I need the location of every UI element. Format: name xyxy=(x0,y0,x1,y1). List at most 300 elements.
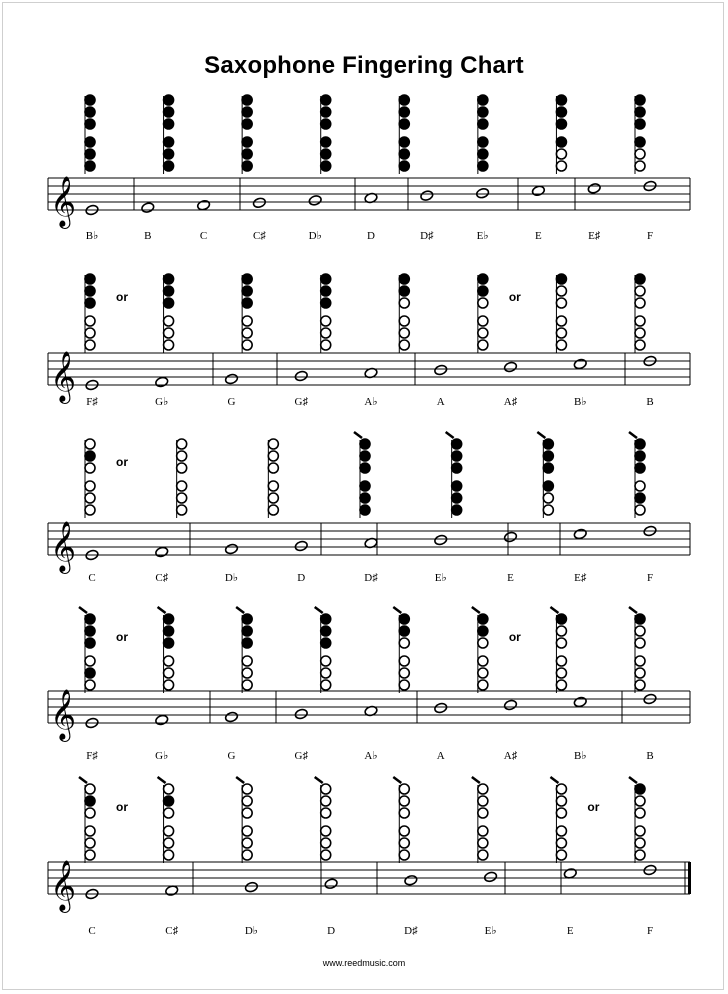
key-open-icon xyxy=(177,463,187,473)
fingering-diagram xyxy=(177,439,187,518)
key-open-icon xyxy=(556,340,566,350)
key-closed-icon xyxy=(242,298,252,308)
key-closed-icon xyxy=(478,614,488,624)
key-open-icon xyxy=(164,316,174,326)
fingering-diagram xyxy=(315,607,331,693)
alternate-fingering-label: or xyxy=(587,800,600,814)
key-closed-icon xyxy=(85,149,95,159)
note-head xyxy=(244,881,258,893)
note-label: G♭ xyxy=(155,396,169,408)
note-head xyxy=(573,696,587,708)
note-label: A xyxy=(436,396,445,408)
note-label: C xyxy=(199,230,208,242)
note-label: C♯ xyxy=(252,230,266,242)
note-head xyxy=(155,376,169,388)
fingering-diagram xyxy=(393,777,409,863)
key-open-icon xyxy=(85,826,95,836)
key-open-icon xyxy=(635,481,645,491)
note-head xyxy=(573,528,587,540)
key-closed-icon xyxy=(164,298,174,308)
fingering-diagram xyxy=(164,95,174,174)
key-open-icon xyxy=(399,838,409,848)
note-head xyxy=(197,199,211,211)
fingering-diagram xyxy=(393,607,409,693)
fingering-diagram xyxy=(472,607,488,693)
key-open-icon xyxy=(556,784,566,794)
key-closed-icon xyxy=(164,107,174,117)
key-open-icon xyxy=(399,826,409,836)
fingering-diagram xyxy=(242,95,252,174)
key-open-icon xyxy=(556,298,566,308)
fingering-diagram xyxy=(79,607,95,693)
key-closed-icon xyxy=(85,626,95,636)
fingering-diagram xyxy=(85,95,95,174)
key-open-icon xyxy=(177,451,187,461)
note-head xyxy=(503,699,517,711)
note-head xyxy=(224,543,238,555)
note-label: A♯ xyxy=(503,750,518,762)
alternate-fingering-label: or xyxy=(508,630,521,644)
key-closed-icon xyxy=(399,161,409,171)
key-closed-icon xyxy=(452,439,462,449)
key-open-icon xyxy=(635,668,645,678)
key-open-icon xyxy=(399,656,409,666)
key-closed-icon xyxy=(85,451,95,461)
note-label: D xyxy=(327,925,336,937)
key-open-icon xyxy=(556,838,566,848)
note-label: D♯ xyxy=(404,925,418,937)
key-open-icon xyxy=(478,796,488,806)
key-open-icon xyxy=(177,439,187,449)
note-label: G♯ xyxy=(294,396,308,408)
key-closed-icon xyxy=(556,95,566,105)
key-closed-icon xyxy=(399,274,409,284)
key-closed-icon xyxy=(85,274,95,284)
key-open-icon xyxy=(635,316,645,326)
key-open-icon xyxy=(635,149,645,159)
note-label: D xyxy=(297,572,306,584)
note-label: E xyxy=(566,925,574,937)
key-closed-icon xyxy=(556,274,566,284)
note-head xyxy=(476,187,490,199)
key-open-icon xyxy=(478,784,488,794)
note-label: D♯ xyxy=(420,230,434,242)
key-closed-icon xyxy=(543,439,553,449)
note-label: F xyxy=(646,572,654,584)
note-label: A♯ xyxy=(503,396,518,408)
key-open-icon xyxy=(164,328,174,338)
key-open-icon xyxy=(556,808,566,818)
key-closed-icon xyxy=(635,493,645,503)
key-closed-icon xyxy=(635,463,645,473)
note-label: E xyxy=(535,230,542,242)
key-open-icon xyxy=(635,656,645,666)
key-closed-icon xyxy=(635,784,645,794)
fingering-diagram xyxy=(242,274,252,353)
key-closed-icon xyxy=(164,638,174,648)
key-closed-icon xyxy=(321,274,331,284)
fingering-diagram xyxy=(478,274,488,353)
key-closed-icon xyxy=(399,626,409,636)
octave-key-icon xyxy=(158,607,166,613)
key-closed-icon xyxy=(321,149,331,159)
key-closed-icon xyxy=(478,95,488,105)
note-label: A♭ xyxy=(364,396,378,408)
treble-clef-icon: 𝄞 xyxy=(50,521,77,572)
key-open-icon xyxy=(242,796,252,806)
key-closed-icon xyxy=(452,493,462,503)
key-closed-icon xyxy=(543,451,553,461)
key-open-icon xyxy=(268,463,278,473)
fingering-diagram xyxy=(236,777,252,863)
key-open-icon xyxy=(321,796,331,806)
key-closed-icon xyxy=(556,137,566,147)
octave-key-icon xyxy=(472,777,480,783)
key-open-icon xyxy=(635,505,645,515)
note-label: B xyxy=(646,750,654,762)
key-open-icon xyxy=(242,668,252,678)
fingering-diagram xyxy=(635,274,645,353)
key-closed-icon xyxy=(85,286,95,296)
key-open-icon xyxy=(242,784,252,794)
key-open-icon xyxy=(399,808,409,818)
key-closed-icon xyxy=(543,481,553,491)
key-closed-icon xyxy=(478,286,488,296)
key-closed-icon xyxy=(452,505,462,515)
octave-key-icon xyxy=(550,607,558,613)
key-closed-icon xyxy=(321,161,331,171)
key-open-icon xyxy=(268,451,278,461)
note-label: B♭ xyxy=(573,396,587,408)
key-open-icon xyxy=(556,668,566,678)
key-closed-icon xyxy=(452,463,462,473)
key-open-icon xyxy=(164,668,174,678)
key-open-icon xyxy=(399,680,409,690)
key-open-icon xyxy=(399,316,409,326)
key-open-icon xyxy=(478,680,488,690)
octave-key-icon xyxy=(315,777,323,783)
key-closed-icon xyxy=(399,119,409,129)
key-open-icon xyxy=(478,850,488,860)
fingering-diagram xyxy=(321,95,331,174)
octave-key-icon xyxy=(79,777,87,783)
fingering-diagram xyxy=(399,274,409,353)
key-closed-icon xyxy=(321,95,331,105)
note-label: E xyxy=(507,572,514,584)
fingering-diagram xyxy=(629,607,645,693)
key-closed-icon xyxy=(635,137,645,147)
key-closed-icon xyxy=(164,796,174,806)
key-closed-icon xyxy=(85,95,95,105)
key-open-icon xyxy=(478,328,488,338)
key-open-icon xyxy=(635,638,645,648)
key-open-icon xyxy=(556,826,566,836)
key-closed-icon xyxy=(164,626,174,636)
key-open-icon xyxy=(321,328,331,338)
key-open-icon xyxy=(268,493,278,503)
key-open-icon xyxy=(399,638,409,648)
octave-key-icon xyxy=(550,777,558,783)
note-label: C xyxy=(88,925,96,937)
key-open-icon xyxy=(635,340,645,350)
note-head xyxy=(141,202,155,214)
key-closed-icon xyxy=(635,451,645,461)
alternate-fingering-label: or xyxy=(116,455,128,469)
octave-key-icon xyxy=(354,432,362,438)
key-closed-icon xyxy=(556,119,566,129)
treble-clef-icon: 𝄞 xyxy=(50,860,77,911)
key-closed-icon xyxy=(164,286,174,296)
octave-key-icon xyxy=(629,607,637,613)
note-head xyxy=(308,195,322,207)
key-open-icon xyxy=(85,850,95,860)
key-closed-icon xyxy=(635,274,645,284)
key-open-icon xyxy=(635,626,645,636)
key-open-icon xyxy=(242,826,252,836)
fingering-diagram xyxy=(635,95,645,174)
key-closed-icon xyxy=(164,274,174,284)
key-closed-icon xyxy=(478,119,488,129)
key-open-icon xyxy=(399,668,409,678)
key-open-icon xyxy=(478,668,488,678)
key-open-icon xyxy=(399,850,409,860)
note-head xyxy=(224,711,238,723)
note-label: D xyxy=(367,230,375,242)
key-open-icon xyxy=(164,680,174,690)
key-open-icon xyxy=(635,298,645,308)
octave-key-icon xyxy=(393,777,401,783)
key-closed-icon xyxy=(164,614,174,624)
key-open-icon xyxy=(164,784,174,794)
key-open-icon xyxy=(321,850,331,860)
key-open-icon xyxy=(478,298,488,308)
key-closed-icon xyxy=(242,149,252,159)
key-open-icon xyxy=(242,680,252,690)
octave-key-icon xyxy=(236,777,244,783)
octave-key-icon xyxy=(79,607,87,613)
key-open-icon xyxy=(164,808,174,818)
note-head xyxy=(155,546,169,558)
octave-key-icon xyxy=(629,432,637,438)
note-head xyxy=(324,878,338,890)
note-label: D♭ xyxy=(224,572,239,584)
key-closed-icon xyxy=(321,107,331,117)
fingering-diagram xyxy=(478,95,488,174)
key-open-icon xyxy=(478,808,488,818)
key-open-icon xyxy=(242,316,252,326)
key-open-icon xyxy=(242,838,252,848)
note-label: E♯ xyxy=(574,572,587,584)
key-open-icon xyxy=(85,505,95,515)
key-closed-icon xyxy=(242,638,252,648)
key-closed-icon xyxy=(85,161,95,171)
key-open-icon xyxy=(242,328,252,338)
key-open-icon xyxy=(85,340,95,350)
key-closed-icon xyxy=(321,626,331,636)
key-closed-icon xyxy=(242,286,252,296)
key-open-icon xyxy=(268,505,278,515)
note-head xyxy=(434,702,448,714)
key-closed-icon xyxy=(85,298,95,308)
key-closed-icon xyxy=(635,439,645,449)
key-open-icon xyxy=(85,463,95,473)
note-head xyxy=(404,874,418,886)
key-open-icon xyxy=(85,493,95,503)
final-barline-thick xyxy=(688,862,691,894)
note-head xyxy=(531,185,545,197)
key-closed-icon xyxy=(399,286,409,296)
key-closed-icon xyxy=(242,137,252,147)
key-closed-icon xyxy=(321,638,331,648)
key-closed-icon xyxy=(164,137,174,147)
fingering-diagram xyxy=(321,274,331,353)
key-closed-icon xyxy=(85,796,95,806)
key-open-icon xyxy=(85,328,95,338)
note-label: F♯ xyxy=(86,750,98,762)
note-label: D♯ xyxy=(364,572,378,584)
key-closed-icon xyxy=(85,614,95,624)
note-head xyxy=(294,370,308,382)
key-closed-icon xyxy=(321,286,331,296)
key-open-icon xyxy=(85,838,95,848)
key-open-icon xyxy=(85,784,95,794)
note-head xyxy=(503,361,517,373)
key-open-icon xyxy=(478,340,488,350)
key-closed-icon xyxy=(360,505,370,515)
key-open-icon xyxy=(177,481,187,491)
key-open-icon xyxy=(164,340,174,350)
note-head xyxy=(573,358,587,370)
note-head xyxy=(294,708,308,720)
key-open-icon xyxy=(635,680,645,690)
key-open-icon xyxy=(242,340,252,350)
note-label: G xyxy=(227,396,236,408)
key-closed-icon xyxy=(85,137,95,147)
key-open-icon xyxy=(85,680,95,690)
key-closed-icon xyxy=(360,451,370,461)
fingering-diagram xyxy=(354,432,370,518)
key-closed-icon xyxy=(635,95,645,105)
key-closed-icon xyxy=(321,298,331,308)
key-closed-icon xyxy=(478,274,488,284)
key-open-icon xyxy=(556,316,566,326)
key-closed-icon xyxy=(360,463,370,473)
key-open-icon xyxy=(635,796,645,806)
key-closed-icon xyxy=(164,95,174,105)
key-open-icon xyxy=(242,808,252,818)
key-closed-icon xyxy=(452,451,462,461)
key-closed-icon xyxy=(478,161,488,171)
key-closed-icon xyxy=(399,149,409,159)
note-label: D♭ xyxy=(244,925,258,937)
key-open-icon xyxy=(321,656,331,666)
fingering-diagram xyxy=(79,777,95,863)
octave-key-icon xyxy=(537,432,545,438)
note-head xyxy=(434,534,448,546)
key-open-icon xyxy=(556,161,566,171)
fingering-diagram xyxy=(629,432,645,518)
key-open-icon xyxy=(242,850,252,860)
key-closed-icon xyxy=(399,95,409,105)
key-closed-icon xyxy=(635,614,645,624)
fingering-diagram xyxy=(236,607,252,693)
note-head xyxy=(294,540,308,552)
key-closed-icon xyxy=(452,481,462,491)
key-open-icon xyxy=(556,850,566,860)
key-closed-icon xyxy=(85,638,95,648)
key-closed-icon xyxy=(242,107,252,117)
fingering-diagram xyxy=(85,439,95,518)
key-open-icon xyxy=(85,808,95,818)
fingering-diagram xyxy=(315,777,331,863)
key-open-icon xyxy=(556,286,566,296)
fingering-diagram xyxy=(472,777,488,863)
key-open-icon xyxy=(321,668,331,678)
key-closed-icon xyxy=(478,626,488,636)
note-label: F♯ xyxy=(86,396,98,408)
key-open-icon xyxy=(556,796,566,806)
key-open-icon xyxy=(478,316,488,326)
note-label: F xyxy=(646,925,654,937)
key-open-icon xyxy=(177,493,187,503)
note-label: B xyxy=(646,396,654,408)
fingering-diagram xyxy=(164,274,174,353)
key-closed-icon xyxy=(164,161,174,171)
key-open-icon xyxy=(635,286,645,296)
key-open-icon xyxy=(556,680,566,690)
key-open-icon xyxy=(164,850,174,860)
note-label: E♭ xyxy=(476,230,489,242)
fingering-diagram xyxy=(629,777,645,863)
key-closed-icon xyxy=(635,119,645,129)
page-title: Saxophone Fingering Chart xyxy=(204,52,524,79)
key-open-icon xyxy=(556,626,566,636)
key-open-icon xyxy=(321,784,331,794)
key-open-icon xyxy=(177,505,187,515)
note-label: C xyxy=(88,572,96,584)
key-open-icon xyxy=(242,656,252,666)
key-open-icon xyxy=(399,328,409,338)
key-closed-icon xyxy=(556,107,566,117)
alternate-fingering-label: or xyxy=(116,800,128,814)
key-closed-icon xyxy=(242,614,252,624)
fingering-diagram xyxy=(85,274,95,353)
octave-key-icon xyxy=(446,432,454,438)
treble-clef-icon: 𝄞 xyxy=(50,176,77,227)
key-open-icon xyxy=(268,481,278,491)
key-closed-icon xyxy=(164,119,174,129)
note-head xyxy=(484,871,498,883)
key-open-icon xyxy=(399,784,409,794)
key-open-icon xyxy=(321,340,331,350)
octave-key-icon xyxy=(629,777,637,783)
key-open-icon xyxy=(478,826,488,836)
key-open-icon xyxy=(556,328,566,338)
key-open-icon xyxy=(543,493,553,503)
key-closed-icon xyxy=(360,481,370,491)
key-closed-icon xyxy=(242,119,252,129)
key-open-icon xyxy=(556,656,566,666)
note-head xyxy=(252,197,266,209)
key-open-icon xyxy=(85,439,95,449)
note-label: C♯ xyxy=(165,925,179,937)
key-open-icon xyxy=(635,850,645,860)
fingering-diagram xyxy=(446,432,462,518)
key-closed-icon xyxy=(85,119,95,129)
note-label: G♭ xyxy=(155,750,169,762)
key-closed-icon xyxy=(360,439,370,449)
fingering-diagram xyxy=(537,432,553,518)
